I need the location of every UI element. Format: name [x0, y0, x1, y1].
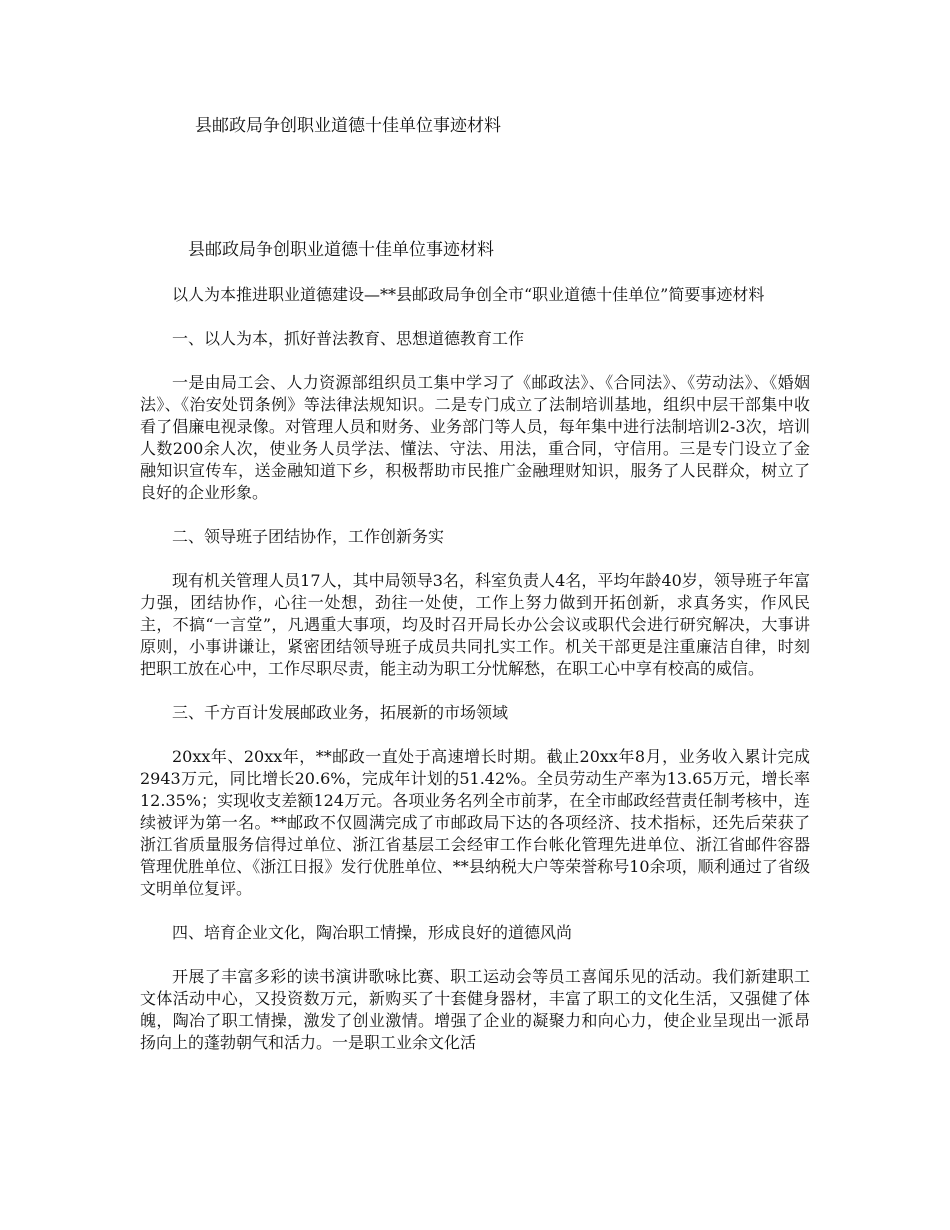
section-heading-2: 二、领导班子团结协作，工作创新务实	[172, 527, 445, 546]
section-paragraph-1: 一是由局工会、人力资源部组织员工集中学习了《邮政法》、《合同法》、《劳动法》、《婚姻法》、《治安处罚条例》等法律法规知识。二是专门成立了法制培训基地，组织中层干部集中收看了倡廉电视录像。对管理人员和财务、业务部门等人员，每年集中进行法制培训2-3次，培训人数200余人次，使业务人员学法、懂法、守法、用法，重合同，守信用。三是专门设立了金融知识宣传车，送金融知道下乡，积极帮助市民推广金融理财知识，服务了人民群众，树立了良好的企业形象。	[140, 373, 810, 502]
document-body	[140, 238, 810, 1076]
section-heading-4: 四、培育企业文化，陶冶职工情操，形成良好的道德风尚	[172, 923, 573, 942]
intro-paragraph: 以人为本推进职业道德建设—**县邮政局争创全市“职业道德十佳单位”简要事迹材料	[172, 285, 765, 304]
inner-title: 县邮政局争创职业道德十佳单位事迹材料	[188, 240, 494, 260]
section-paragraph-3: 20xx年、20xx年，**邮政一直处于高速增长时期。截止20xx年8月，业务收入累计完成2943万元，同比增长20.6%，完成年计划的51.42%。全员劳动生产率为13.65万元，增长率12.35%；实现收支差额124万元。各项业务名列全市前茅，在全市邮政经营责任制考核中，连续被评为第一名。**邮政不仅圆满完成了市邮政局下达的各项经济、技术指标，还先后荣获了浙江省质量服务信得过单位、浙江省基层工会经审工作台帐化管理先进单位、浙江省邮件容器管理优胜单位、《浙江日报》发行优胜单位、**县纳税大户等荣誉称号10余项，顺利通过了省级文明单位复评。	[140, 747, 810, 898]
section-paragraph-4: 开展了丰富多彩的读书演讲歌咏比赛、职工运动会等员工喜闻乐见的活动。我们新建职工文体活动中心，又投资数万元，新购买了十套健身器材，丰富了职工的文化生活，又强健了体魄，陶冶了职工情操，激发了创业激情。增强了企业的凝聚力和向心力，使企业呈现出一派昂扬向上的蓬勃朝气和活力。一是职工业余文化活	[140, 967, 810, 1052]
section-heading-1: 一、以人为本，抓好普法教育、思想道德教育工作	[172, 329, 525, 348]
section-heading-3: 三、千方百计发展邮政业务，拓展新的市场领域	[172, 703, 509, 722]
section-paragraph-2: 现有机关管理人员17人，其中局领导3名，科室负责人4名，平均年龄40岁，领导班子年富力强，团结协作，心往一处想，劲往一处使，工作上努力做到开拓创新，求真务实，作风民主，不搞“一言堂”，凡遇重大事项，均及时召开局长办公会议或职代会进行研究解决，大事讲原则，小事讲谦让，紧密团结领导班子成员共同扎实工作。机关干部更是注重廉洁自律，时刻把职工放在心中，工作尽职尽责，能主动为职工分忧解愁，在职工心中享有校高的威信。	[140, 571, 810, 678]
document-title: 县邮政局争创职业道德十佳单位事迹材料	[195, 116, 501, 136]
